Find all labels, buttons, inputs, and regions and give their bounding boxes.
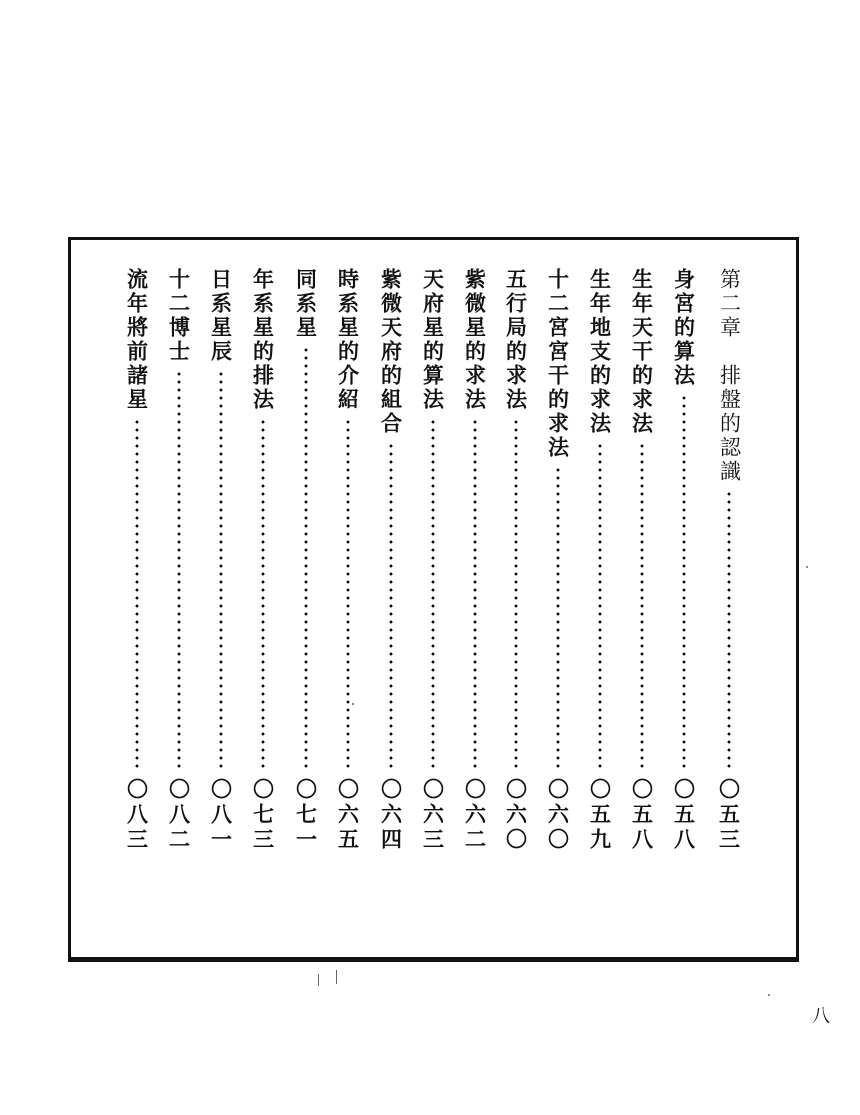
page-number: 〇五八 bbox=[629, 778, 655, 853]
dot-leader bbox=[727, 490, 731, 772]
toc-entry bbox=[290, 268, 322, 868]
dot-leader bbox=[514, 418, 518, 772]
toc-entry bbox=[668, 268, 700, 868]
entry-title: 同系星 bbox=[293, 268, 319, 340]
toc-entry bbox=[584, 268, 616, 868]
scan-speck bbox=[336, 970, 337, 984]
dot-leader bbox=[177, 370, 181, 772]
entry-title: 時系星的介紹 bbox=[335, 268, 361, 412]
page-number: 〇六〇 bbox=[545, 778, 571, 853]
toc-entry bbox=[121, 268, 153, 868]
scan-speck bbox=[318, 974, 319, 986]
toc-entry bbox=[163, 268, 195, 868]
page-number: 〇六三 bbox=[420, 778, 446, 853]
toc-entry bbox=[626, 268, 658, 868]
toc-entry bbox=[375, 268, 407, 868]
entry-title: 生年天干的求法 bbox=[629, 268, 655, 436]
entry-title: 年系星的排法 bbox=[250, 268, 276, 412]
dot-leader bbox=[556, 466, 560, 772]
toc-entry bbox=[542, 268, 574, 868]
dot-leader bbox=[219, 370, 223, 772]
chapter-heading: 第二章 排盤的認識 bbox=[717, 268, 742, 484]
page-number: 〇八二 bbox=[166, 778, 192, 853]
page-number: 〇六四 bbox=[378, 778, 404, 853]
entry-title: 流年將前諸星 bbox=[124, 268, 150, 412]
page-number: 〇八三 bbox=[124, 778, 150, 853]
toc-entry bbox=[332, 268, 364, 868]
scan-speck bbox=[806, 566, 808, 568]
entry-title: 十二博士 bbox=[166, 268, 192, 364]
dot-leader bbox=[473, 418, 477, 772]
entry-title: 十二宮宮干的求法 bbox=[545, 268, 571, 460]
page-number: 〇六〇 bbox=[503, 778, 529, 853]
dot-leader bbox=[431, 418, 435, 772]
entry-title: 紫微天府的組合 bbox=[378, 268, 404, 436]
page-number: 〇五八 bbox=[671, 778, 697, 853]
dot-leader bbox=[261, 418, 265, 772]
dot-leader bbox=[346, 418, 350, 772]
page-number: 〇八一 bbox=[208, 778, 234, 853]
toc-entry bbox=[205, 268, 237, 868]
entry-title: 天府星的算法 bbox=[420, 268, 446, 412]
page-number: 〇七一 bbox=[293, 778, 319, 853]
page-number: 〇七三 bbox=[250, 778, 276, 853]
dot-leader bbox=[304, 346, 308, 772]
dot-leader bbox=[389, 442, 393, 772]
entry-title: 五行局的求法 bbox=[503, 268, 529, 412]
toc-entry-chapter-2 bbox=[713, 268, 745, 868]
folio-page-number: 八 bbox=[812, 1006, 830, 1027]
entry-title: 紫微星的求法 bbox=[462, 268, 488, 412]
entry-title: 身宮的算法 bbox=[671, 268, 697, 388]
toc-entry bbox=[417, 268, 449, 868]
page-number: 〇五九 bbox=[587, 778, 613, 853]
toc-entry bbox=[459, 268, 491, 868]
page-number: 〇六二 bbox=[462, 778, 488, 853]
scan-speck bbox=[768, 994, 770, 996]
toc-entry bbox=[247, 268, 279, 868]
dot-leader bbox=[640, 442, 644, 772]
dot-leader bbox=[682, 394, 686, 772]
scan-speck bbox=[352, 703, 354, 705]
page-number: 〇五三 bbox=[716, 778, 742, 853]
entry-title: 日系星辰 bbox=[208, 268, 234, 364]
dot-leader bbox=[598, 442, 602, 772]
entry-title: 生年地支的求法 bbox=[587, 268, 613, 436]
toc-entry bbox=[500, 268, 532, 868]
page-number: 〇六五 bbox=[335, 778, 361, 853]
dot-leader bbox=[135, 418, 139, 772]
